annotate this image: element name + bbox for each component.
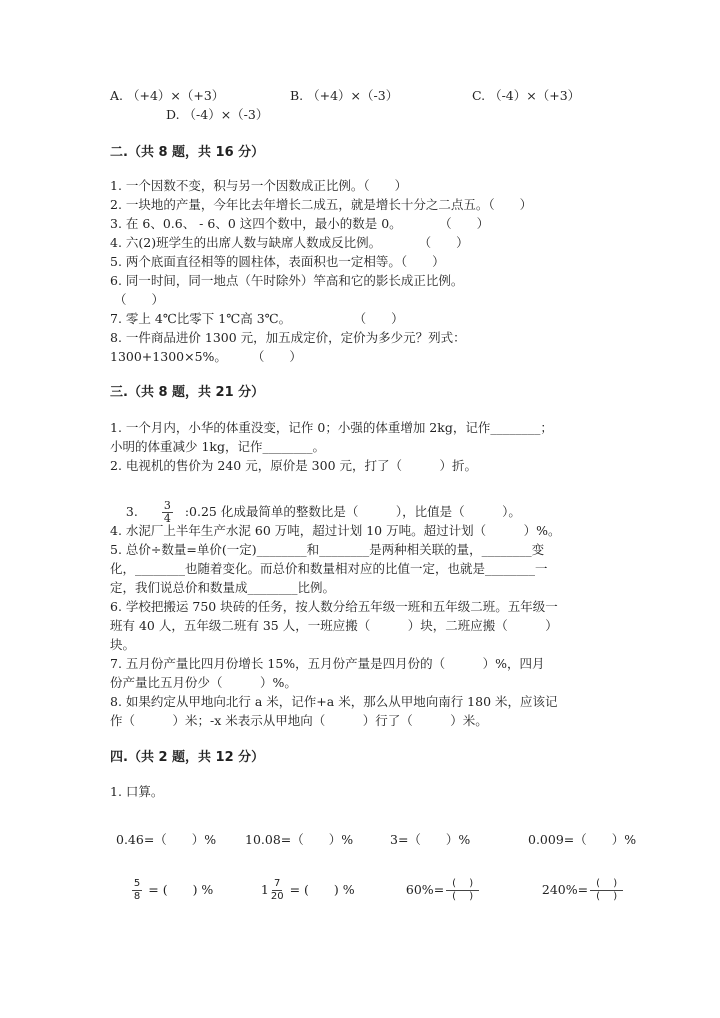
question-line: 5. 总价÷数量=单价(一定)________和________是两种相关联的量，________变 <box>110 542 545 557</box>
question-line: 块。 <box>110 637 136 652</box>
fraction <box>271 878 284 903</box>
question-line: 化，________也随着变化。而总价和数量相对应的比值一定，也就是________一 <box>110 561 548 576</box>
oral-rest: = ( ) % <box>285 882 355 897</box>
question-line: 班有 40 人，五年级二班有 35 人，一班应搬（ ）块，二班应搬（ ） <box>110 618 558 633</box>
choice-c: C. （-4）×（+3） <box>472 88 581 103</box>
oral-prefix: 240%= <box>541 882 589 897</box>
oral-item: 10.08=（ ）% <box>245 832 354 847</box>
question-line: 6. 同一时间，同一地点（午时除外）竿高和它的影长成正比例。 <box>110 273 464 288</box>
question-line: 小明的体重减少 1kg，记作________。 <box>110 439 326 454</box>
question-line: 2. 电视机的售价为 240 元，原价是 300 元，打了（ ）折。 <box>110 458 478 473</box>
oral-item-240-percent <box>526 860 625 921</box>
question-line: 4. 六(2)班学生的出席人数与缺席人数成反比例。 （ ） <box>110 235 469 250</box>
oral-prefix: 60%= <box>405 882 445 897</box>
blank-fraction <box>446 878 479 903</box>
q3-prefix: 3. <box>125 504 138 519</box>
fraction <box>132 878 142 903</box>
oral-item: 0.46=（ ）% <box>116 832 217 847</box>
denominator-blank: ( ) <box>596 891 618 902</box>
numerator: 7 <box>274 878 281 889</box>
question-line: 定，我们说总价和数量成________比例。 <box>110 580 336 595</box>
question-line: 2. 一块地的产量，今年比去年增长二成五，就是增长十分之二点五。（ ） <box>110 197 533 212</box>
oral-item: 3=（ ）% <box>390 832 471 847</box>
numerator-blank: ( ) <box>590 878 623 891</box>
denominator-blank: ( ) <box>452 891 474 902</box>
oral-item-fraction-5-8 <box>114 860 213 921</box>
choice-b: B. （+4）×（-3） <box>290 88 399 103</box>
question-line: 份产量比五月份少（ ）%。 <box>110 675 297 690</box>
numerator: 5 <box>133 878 141 889</box>
oral-item-60-percent <box>390 860 481 921</box>
blank-fraction <box>590 878 623 903</box>
question-line: 5. 两个底面直径相等的圆柱体，表面积也一定相等。（ ） <box>110 254 445 269</box>
section-4-q1: 1. 口算。 <box>110 784 164 799</box>
question-line: 7. 零上 4℃比零下 1℃高 3℃。 （ ） <box>110 311 404 326</box>
question-line: 作（ ）米；-x 米表示从甲地向（ ）行了（ ）米。 <box>110 713 488 728</box>
choice-a: A. （+4）×（+3） <box>110 88 225 103</box>
question-line: 1. 一个月内，小华的体重没变，记作 0；小强的体重增加 2kg，记作________； <box>110 420 553 435</box>
whole: 1 <box>260 882 269 897</box>
section-4-header: 四.（共 2 题，共 12 分） <box>110 750 265 765</box>
denominator: 20 <box>270 891 284 902</box>
question-line: 4. 水泥厂上半年生产水泥 60 万吨，超过计划 10 万吨。超过计划（ ）%。 <box>110 523 561 538</box>
denominator: 8 <box>133 891 141 902</box>
denominator: 4 <box>163 512 171 525</box>
section-3-header: 三.（共 8 题，共 21 分） <box>110 385 265 400</box>
oral-rest: = ( ) % <box>144 882 214 897</box>
oral-item: 0.009=（ ）% <box>528 832 637 847</box>
question-line: 3. 在 6、0.6、 - 6、0 这四个数中，最小的数是 0。 （ ） <box>110 216 490 231</box>
oral-item-mixed-fraction <box>245 860 355 921</box>
question-line: 8. 一件商品进价 1300 元，加五成定价，定价为多少元？列式： <box>110 330 466 345</box>
question-line: 1. 一个因数不变，积与另一个因数成正比例。（ ） <box>110 178 408 193</box>
question-line: 6. 学校把搬运 750 块砖的任务，按人数分给五年级一班和五年级二班。五年级一 <box>110 599 558 614</box>
numerator: 3 <box>163 499 171 512</box>
choice-d: D. （-4）×（-3） <box>166 107 269 122</box>
question-line: 7. 五月份产量比四月份增长 15%，五月份产量是四月份的（ ）%，四月 <box>110 656 545 671</box>
numerator-blank: ( ) <box>446 878 479 891</box>
question-line: 1300+1300×5%。 （ ） <box>110 349 302 364</box>
q3-text: :0.25 化成最简单的整数比是（ ），比值是（ ）。 <box>184 504 521 519</box>
question-line: （ ） <box>110 292 164 307</box>
section-2-header: 二.（共 8 题，共 16 分） <box>110 145 265 160</box>
question-line: 8. 如果约定从甲地向北行 a 米，记作+a 米，那么从甲地向南行 180 米，应该记 <box>110 694 558 709</box>
